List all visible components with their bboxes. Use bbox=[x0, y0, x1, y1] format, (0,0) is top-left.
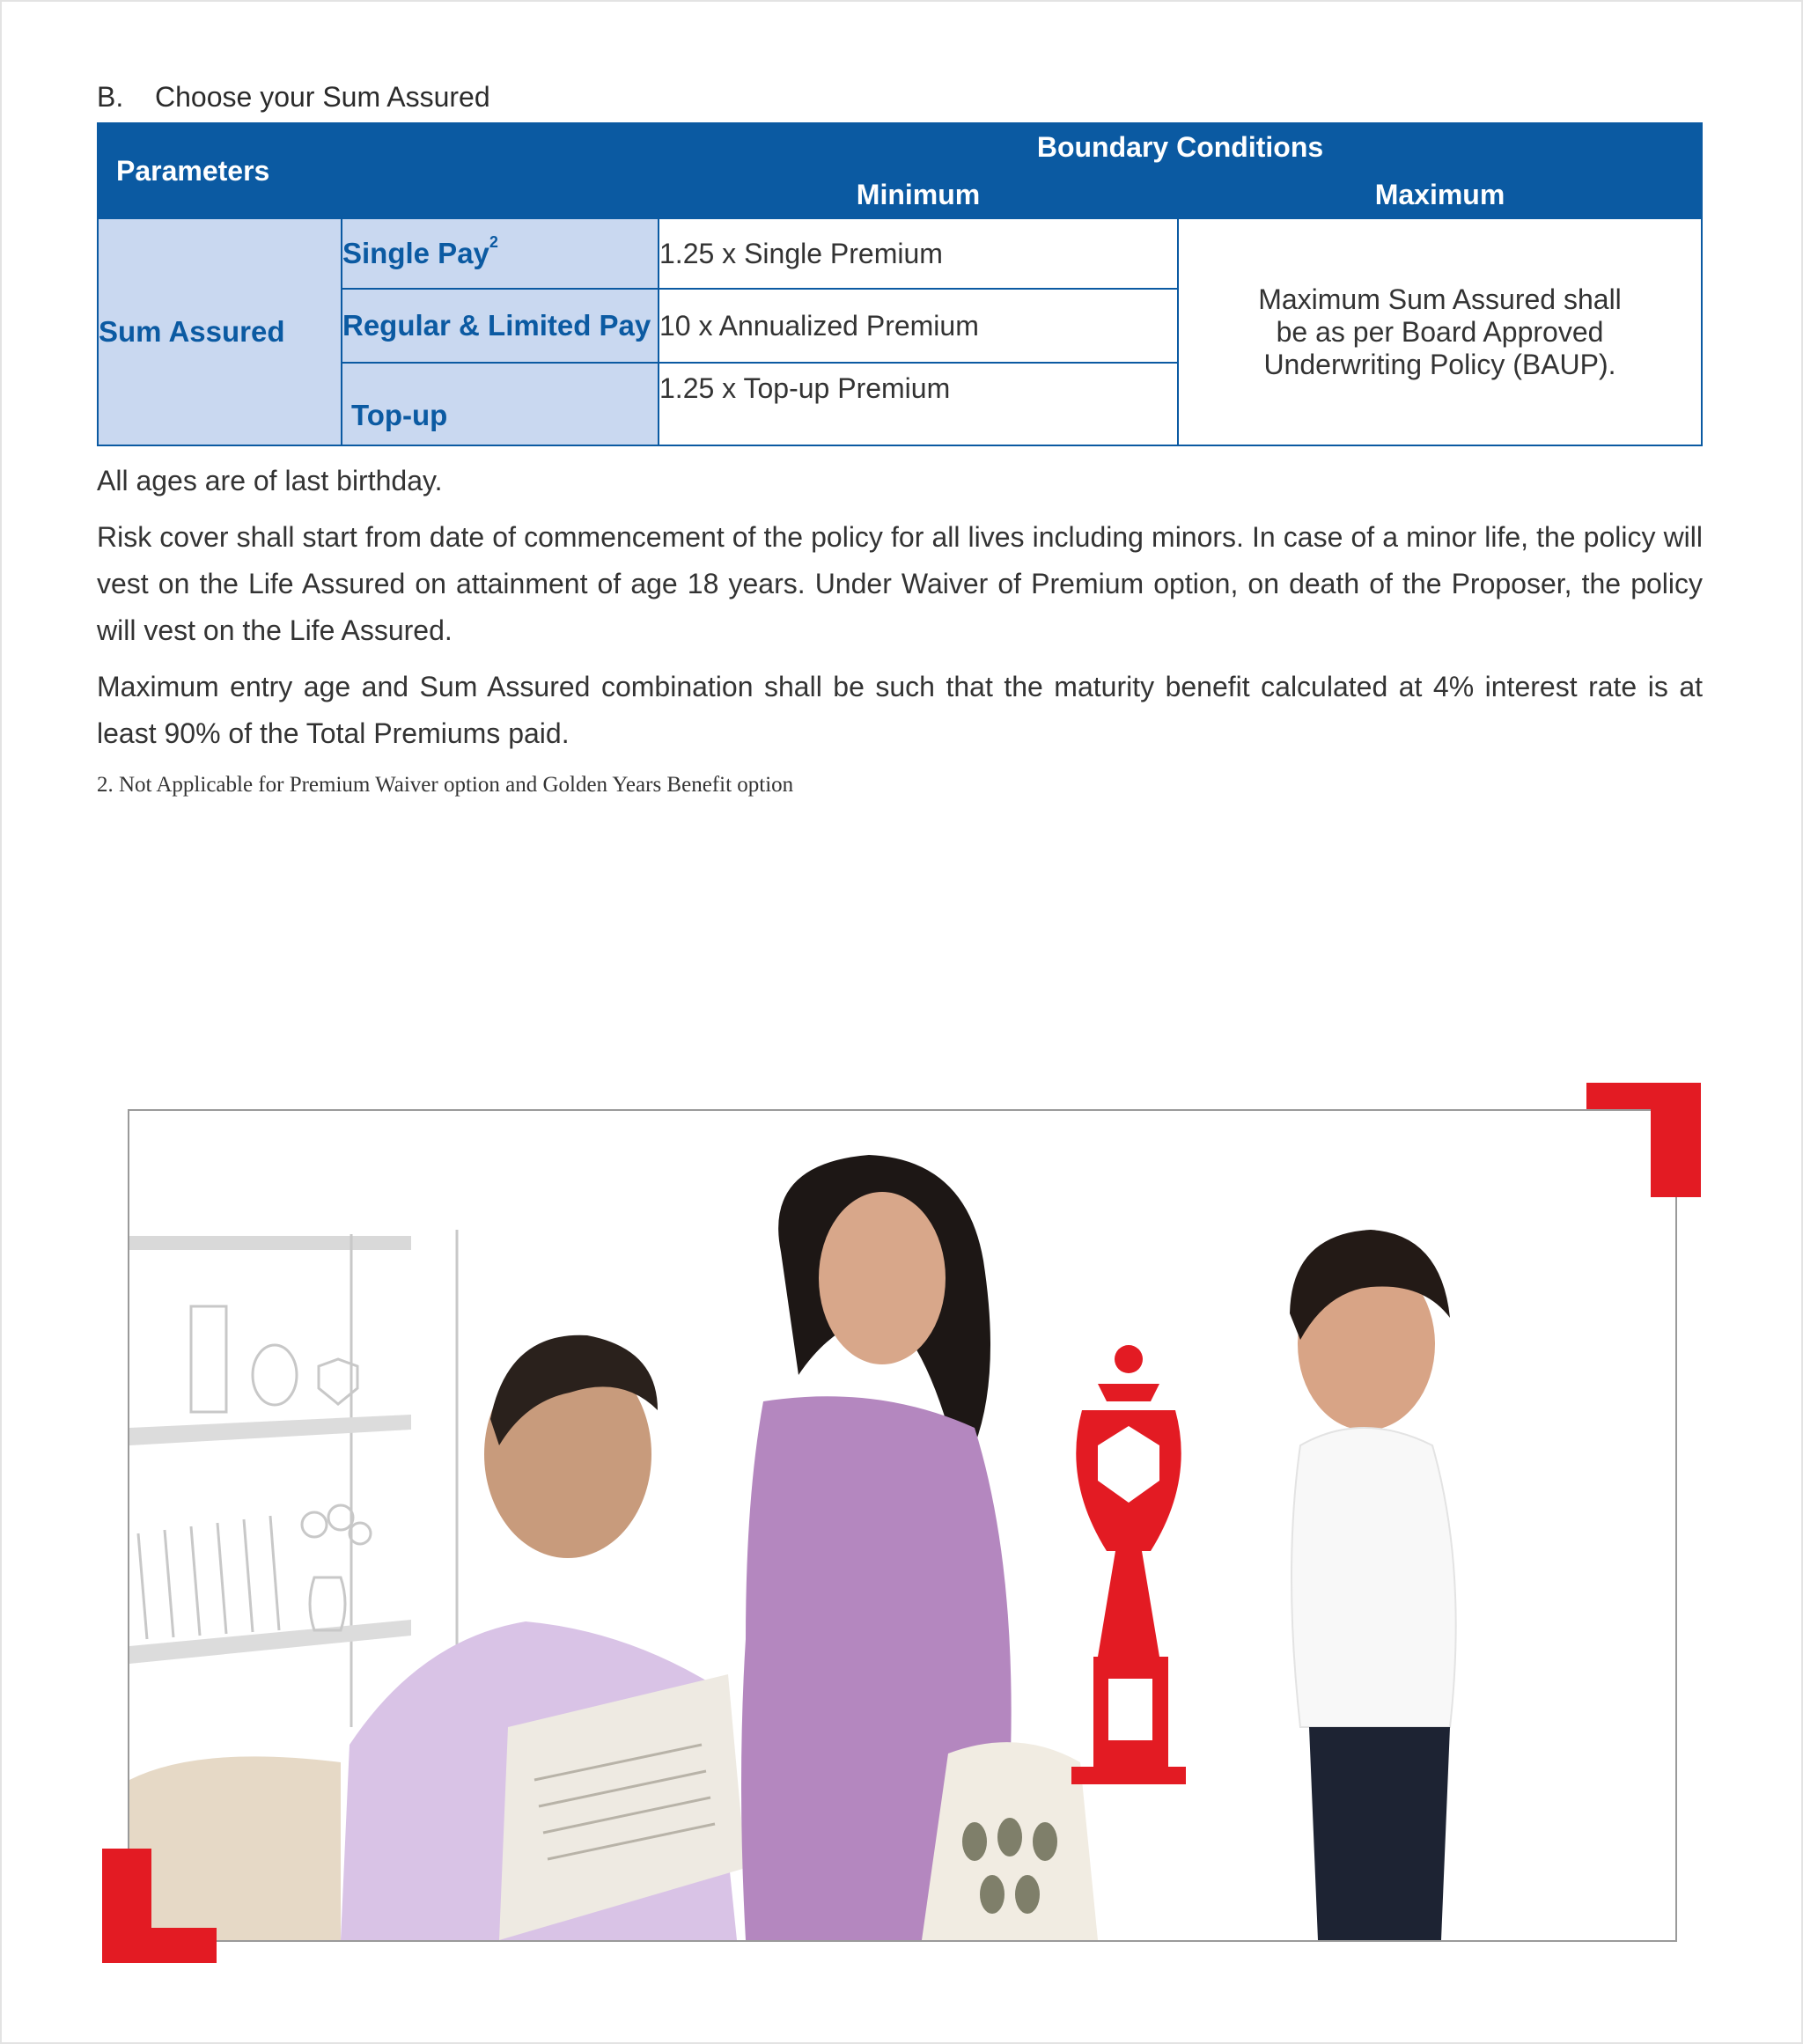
shelf-sketch bbox=[129, 1230, 457, 1727]
row-label-single-pay bbox=[342, 218, 659, 289]
paragraph-risk-cover: Risk cover shall start from date of commencement of the policy for all lives including minors. In case of a minor life, the policy will vest on the Life Assured on attainment of age 18 years. Under Waiver of Premium option, on death of the Proposer, the policy will vest on the Life Assured. bbox=[97, 521, 1703, 646]
min-top-up: 1.25 x Top-up Premium bbox=[659, 363, 1178, 445]
woman-figure bbox=[741, 1155, 1098, 1940]
footnote: 2. Not Applicable for Premium Waiver option and Golden Years Benefit option bbox=[97, 773, 794, 797]
family-photo bbox=[128, 1109, 1677, 1942]
sofa bbox=[129, 1756, 341, 1940]
boy-figure bbox=[1290, 1230, 1456, 1940]
paragraph-ages: All ages are of last birthday. bbox=[97, 465, 443, 496]
sum-assured-label: Sum Assured bbox=[98, 218, 342, 445]
table-row bbox=[98, 218, 1702, 289]
maximum-line: be as per Board Approved bbox=[1276, 315, 1604, 348]
family-illustration bbox=[129, 1111, 1675, 1940]
corner-accent-bottom-left bbox=[102, 1928, 217, 1963]
section-title: Choose your Sum Assured bbox=[155, 81, 490, 113]
trophy bbox=[1071, 1345, 1186, 1784]
minimum-header: Minimum bbox=[659, 171, 1178, 218]
row-label-top-up: Top-up bbox=[342, 363, 659, 445]
parameters-header: Parameters bbox=[98, 123, 659, 218]
maximum-cell bbox=[1178, 218, 1702, 445]
maximum-line: Underwriting Policy (BAUP). bbox=[1263, 348, 1616, 380]
min-single-pay: 1.25 x Single Premium bbox=[659, 218, 1178, 289]
row-label-regular-pay: Regular & Limited Pay bbox=[342, 289, 659, 363]
section-heading bbox=[97, 81, 490, 114]
section-letter: B. bbox=[97, 81, 124, 113]
maximum-header: Maximum bbox=[1178, 171, 1702, 218]
sum-assured-table bbox=[97, 122, 1703, 446]
boundary-conditions-header: Boundary Conditions bbox=[659, 123, 1702, 171]
maximum-line: Maximum Sum Assured shall bbox=[1258, 283, 1622, 315]
corner-accent-top-right bbox=[1651, 1083, 1701, 1197]
footnote-marker: 2 bbox=[489, 233, 498, 251]
min-regular-pay: 10 x Annualized Premium bbox=[659, 289, 1178, 363]
paragraph-maximum-entry: Maximum entry age and Sum Assured combination shall be such that the maturity benefit calculated at 4% interest rate is at least 90% of the Total Premiums paid. bbox=[97, 671, 1703, 749]
single-pay-text: Single Pay bbox=[342, 237, 489, 269]
